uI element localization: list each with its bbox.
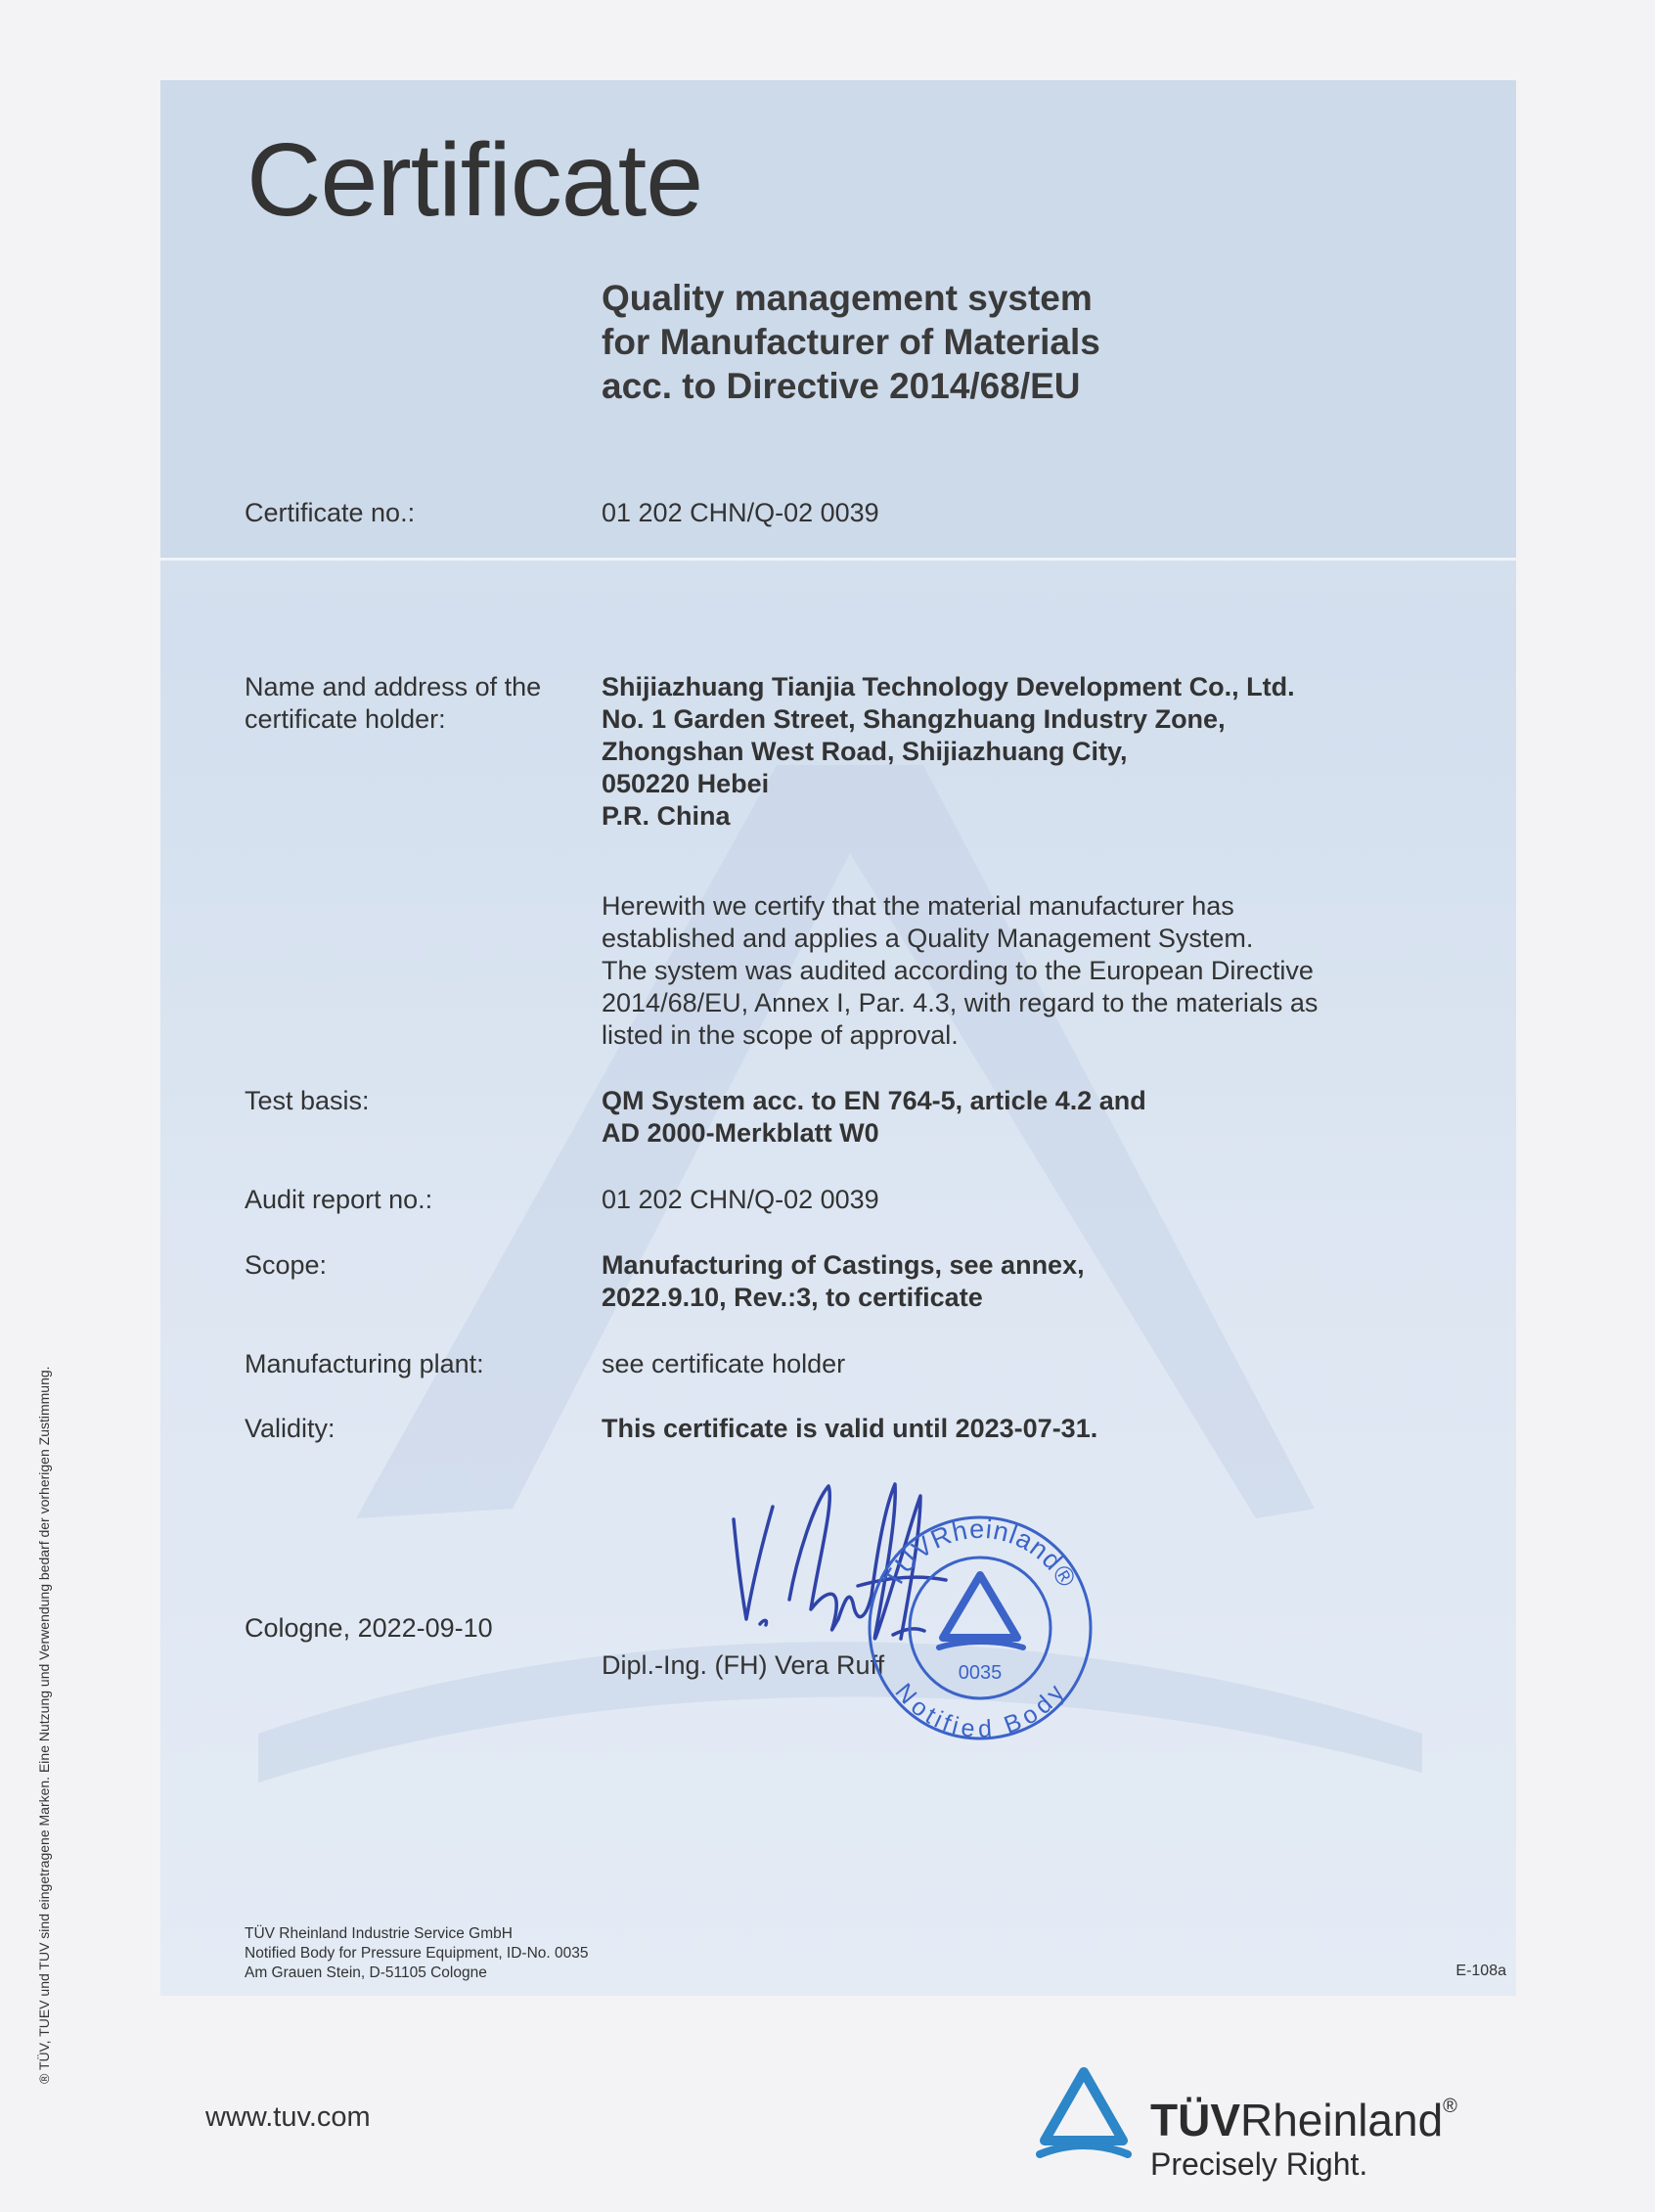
holder-line: Shijiazhuang Tianjia Technology Development Co., Ltd.	[602, 672, 1295, 701]
validity-value: This certificate is valid until 2023-07-31.	[602, 1414, 1098, 1443]
certificate-no-value: 01 202 CHN/Q-02 0039	[602, 498, 879, 527]
statement-line: 2014/68/EU, Annex I, Par. 4.3, with regard to the materials as	[602, 988, 1319, 1017]
brand-name-rest: Rheinland	[1240, 2095, 1444, 2145]
test-basis-label: Test basis:	[245, 1086, 370, 1115]
brand-slogan: Precisely Right.	[1150, 2146, 1368, 2182]
brand-registered: ®	[1443, 2096, 1457, 2117]
manufacturing-plant-value: see certificate holder	[602, 1349, 846, 1378]
audit-report-label: Audit report no.:	[245, 1185, 433, 1214]
scope-line: 2022.9.10, Rev.:3, to certificate	[602, 1283, 983, 1312]
certificate-no-label: Certificate no.:	[245, 498, 416, 527]
certification-statement	[602, 890, 1318, 1052]
certificate-subtitle	[602, 276, 1100, 408]
scope-label: Scope:	[245, 1250, 328, 1280]
notified-body-stamp-icon	[861, 1509, 1099, 1747]
place-date: Cologne, 2022-09-10	[245, 1613, 493, 1643]
holder-address	[602, 671, 1295, 833]
test-basis-value	[602, 1085, 1146, 1150]
test-basis-line: AD 2000-Merkblatt W0	[602, 1118, 879, 1148]
holder-line: No. 1 Garden Street, Shangzhuang Industry Zone,	[602, 704, 1226, 734]
svg-text:Notified Body	[890, 1678, 1071, 1742]
website-link[interactable]: www.tuv.com	[205, 2101, 371, 2133]
audit-report-value: 01 202 CHN/Q-02 0039	[602, 1185, 879, 1214]
statement-line: The system was audited according to the European Directive	[602, 956, 1314, 985]
brand-name-bold: TÜV	[1150, 2095, 1240, 2145]
brand-name	[1150, 2094, 1457, 2146]
signatory-name: Dipl.-Ing. (FH) Vera Ruff	[602, 1650, 885, 1680]
issuer-line: TÜV Rheinland Industrie Service GmbH	[245, 1925, 513, 1942]
holder-label	[245, 671, 541, 736]
issuer-line: Am Grauen Stein, D-51105 Cologne	[245, 1964, 487, 1981]
holder-label-line: Name and address of the	[245, 672, 542, 701]
validity-label: Validity:	[245, 1414, 335, 1443]
statement-line: listed in the scope of approval.	[602, 1020, 959, 1050]
test-basis-line: QM System acc. to EN 764-5, article 4.2 and	[602, 1086, 1146, 1115]
tuv-brand-logo	[1035, 2064, 1504, 2191]
stamp-bottom-text: Notified Body	[889, 1678, 1071, 1743]
statement-line: Herewith we certify that the material manufacturer has	[602, 891, 1234, 921]
trademark-notice: ® TÜV, TUEV und TUV sind eingetragene Marken. Eine Nutzung und Verwendung bedarf der vorherigen Zustimmung.	[36, 1366, 52, 2084]
subtitle-line: Quality management system	[602, 278, 1093, 318]
holder-label-line: certificate holder:	[245, 704, 446, 734]
manufacturing-plant-label: Manufacturing plant:	[245, 1349, 484, 1378]
issuer-info	[245, 1924, 589, 1983]
tuv-triangle-logo-icon	[1035, 2064, 1133, 2172]
subtitle-line: acc. to Directive 2014/68/EU	[602, 366, 1081, 406]
certificate-sheet	[160, 80, 1516, 1996]
holder-line: P.R. China	[602, 801, 731, 831]
subtitle-line: for Manufacturer of Materials	[602, 322, 1100, 362]
statement-line: established and applies a Quality Management System.	[602, 924, 1254, 953]
issuer-line: Notified Body for Pressure Equipment, ID-No. 0035	[245, 1945, 589, 1962]
scope-value	[602, 1249, 1085, 1314]
page-title: Certificate	[246, 122, 703, 238]
form-code: E-108a	[1455, 1963, 1506, 1979]
stamp-number: 0035	[958, 1662, 1003, 1684]
stamp-top-text: TÜVRheinland®	[877, 1513, 1083, 1594]
scope-line: Manufacturing of Castings, see annex,	[602, 1250, 1085, 1280]
holder-line: 050220 Hebei	[602, 769, 770, 798]
holder-line: Zhongshan West Road, Shijiazhuang City,	[602, 737, 1128, 766]
